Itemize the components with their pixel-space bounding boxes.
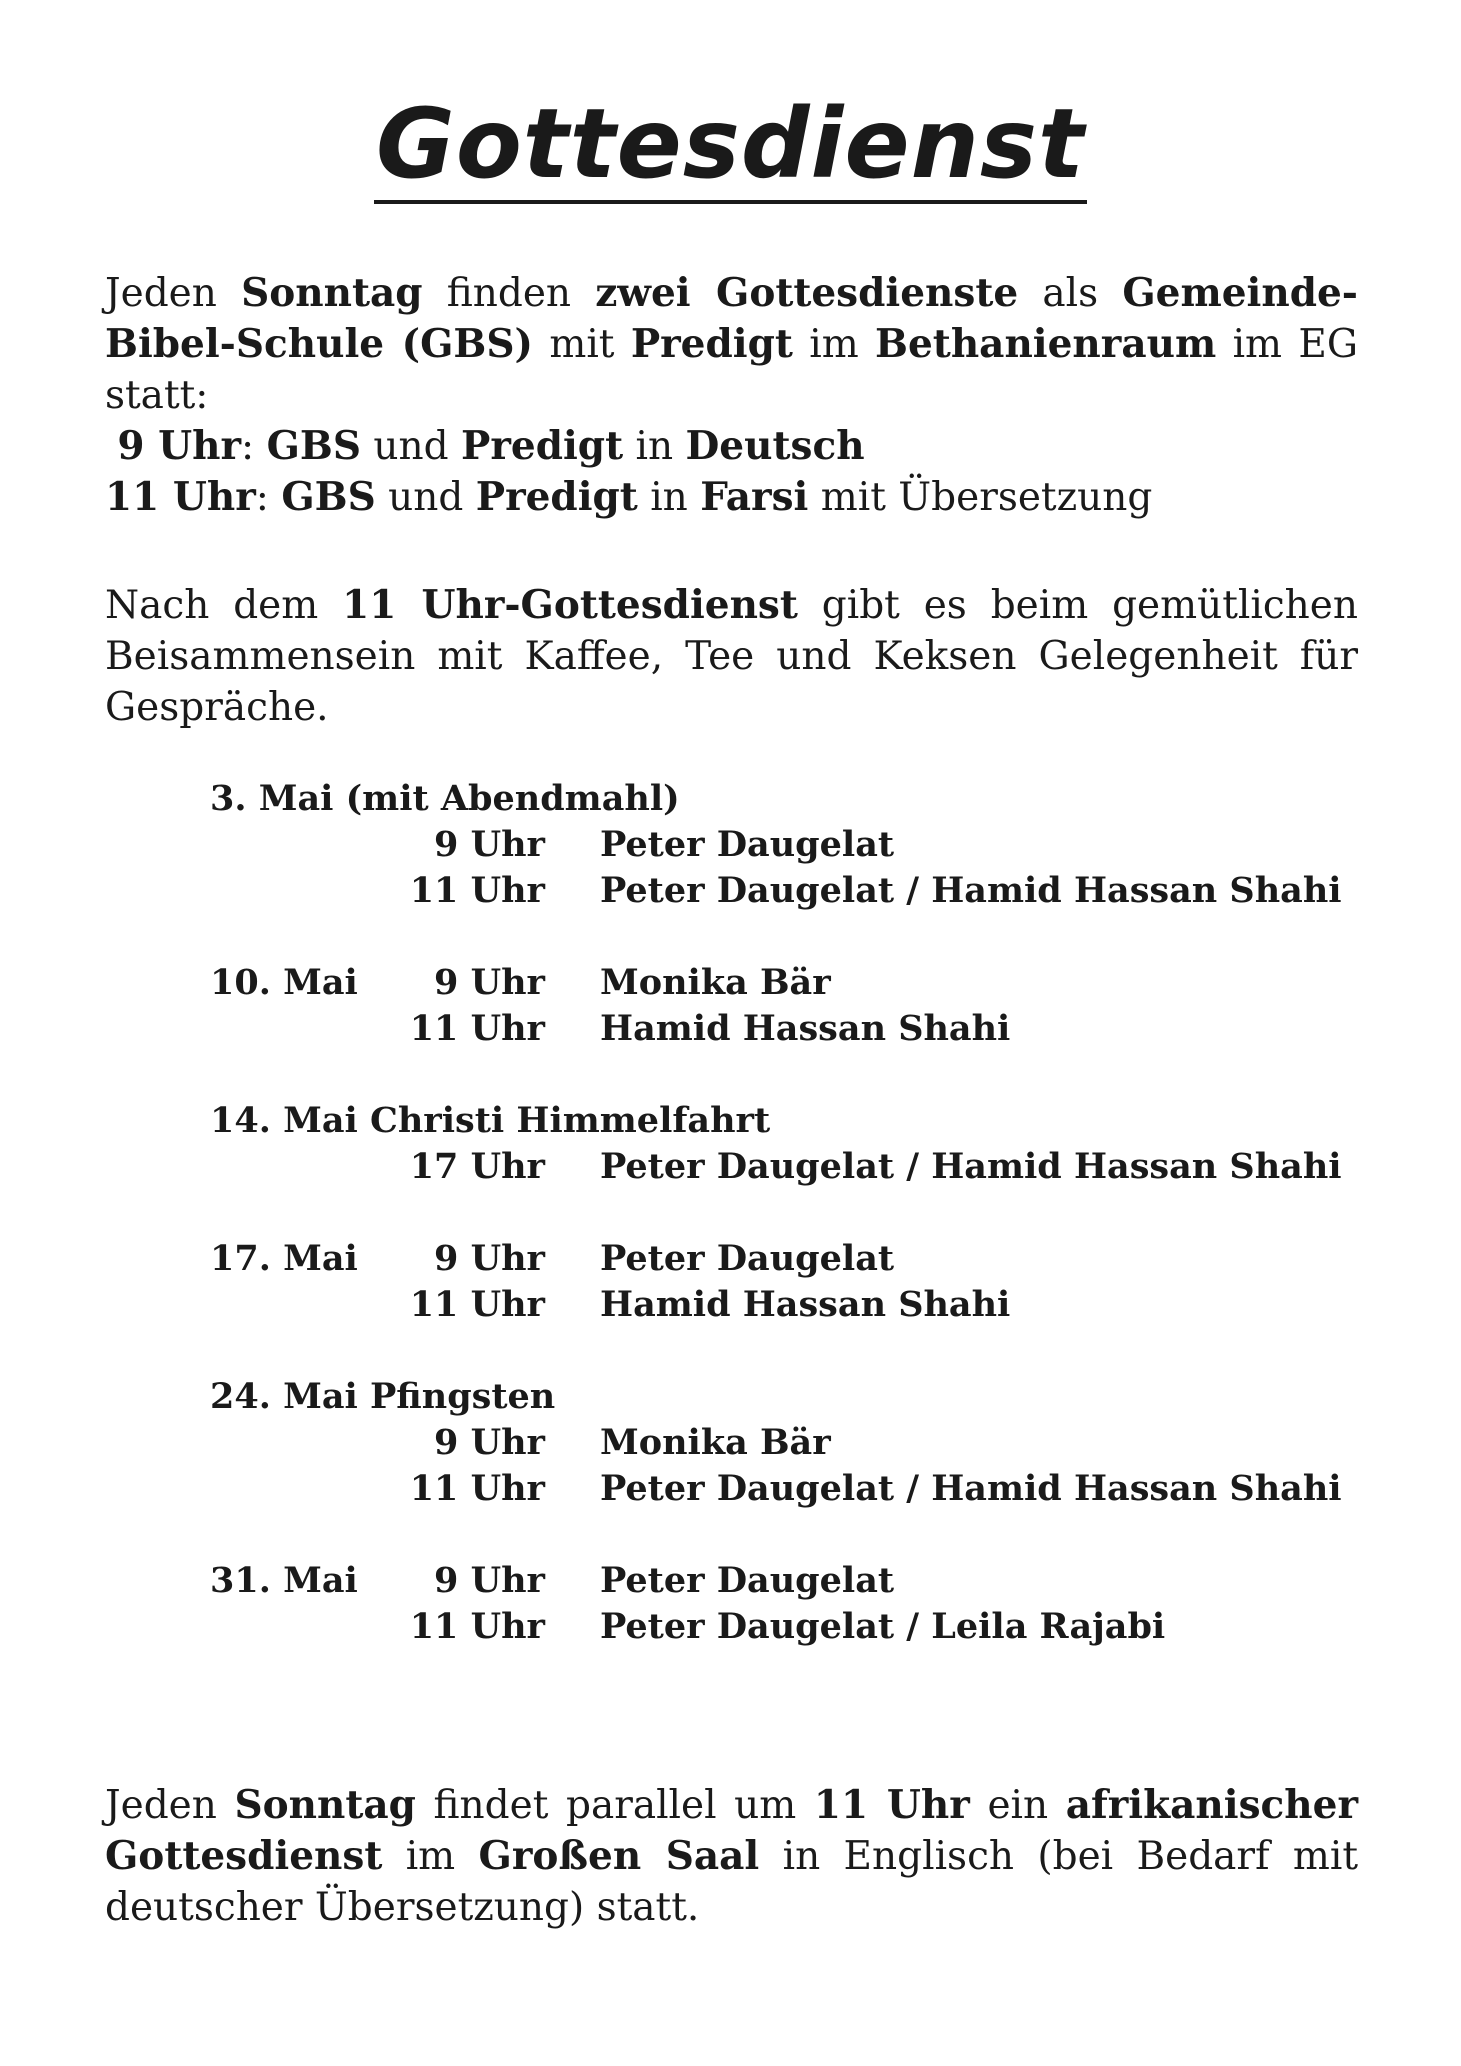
service-line-11	[105, 472, 1358, 523]
intro-paragraph	[105, 268, 1358, 523]
outro-bold: Großen Saal	[478, 1833, 760, 1879]
outro-text: ein	[969, 1783, 1066, 1828]
service-time: 11 Uhr	[105, 474, 256, 520]
service-language: Deutsch	[685, 423, 865, 469]
outro-text: Jeden	[105, 1783, 235, 1828]
schedule-preacher: Peter Daugelat / Hamid Hassan Shahi	[600, 870, 1342, 911]
schedule-gap	[210, 1512, 1410, 1558]
intro-text: mit	[532, 322, 631, 367]
service-line-9	[105, 421, 1358, 472]
schedule-time: 9 Uhr	[434, 1238, 545, 1279]
schedule-date: 10. Mai	[210, 962, 358, 1003]
service-text: und	[361, 424, 462, 469]
service-text: und	[375, 475, 476, 520]
intro-text: im	[792, 322, 876, 367]
intro-bold: Sonntag	[241, 270, 423, 316]
outro-bold: afrikanischer Gottesdienst	[105, 1782, 1358, 1879]
schedule-row	[210, 1098, 1410, 1144]
service-type: GBS	[281, 474, 376, 520]
schedule-preacher: Peter Daugelat / Hamid Hassan Shahi	[600, 1146, 1342, 1187]
service-text: mit Übersetzung	[808, 475, 1153, 520]
schedule-row	[210, 1374, 1410, 1420]
schedule-time: 11 Uhr	[409, 870, 545, 911]
service-time: 9 Uhr	[117, 423, 242, 469]
intro-text: Jeden	[105, 271, 242, 316]
schedule-preacher: Hamid Hassan Shahi	[600, 1008, 1011, 1049]
intro-bold: Gemeinde-Bibel-Schule (GBS)	[105, 270, 1358, 367]
service-sermon: Predigt	[475, 474, 638, 520]
schedule-date: 3. Mai (mit Abendmahl)	[210, 778, 680, 819]
schedule-gap	[210, 1328, 1410, 1374]
schedule-row	[210, 960, 1410, 1006]
schedule-row	[210, 1558, 1410, 1604]
after-service-paragraph	[105, 580, 1358, 733]
schedule-date: 17. Mai	[210, 1238, 358, 1279]
page-title	[0, 88, 1461, 204]
schedule-time: 11 Uhr	[409, 1606, 545, 1647]
service-text: :	[241, 424, 267, 469]
service-language: Farsi	[700, 474, 809, 520]
intro-text: im EG statt:	[105, 322, 1359, 418]
schedule-row	[210, 1282, 1410, 1328]
schedule-row	[210, 868, 1410, 914]
service-sermon: Predigt	[461, 423, 624, 469]
schedule-preacher: Peter Daugelat	[600, 824, 895, 865]
schedule-preacher: Peter Daugelat / Leila Rajabi	[600, 1606, 1166, 1647]
schedule-time: 9 Uhr	[434, 962, 545, 1003]
schedule-time: 9 Uhr	[434, 1422, 545, 1463]
schedule-preacher: Peter Daugelat / Hamid Hassan Shahi	[600, 1468, 1342, 1509]
schedule-row	[210, 1604, 1410, 1650]
schedule-gap	[210, 1190, 1410, 1236]
schedule-time: 9 Uhr	[434, 1560, 545, 1601]
intro-bold: Predigt	[630, 321, 793, 367]
schedule-date: 31. Mai	[210, 1560, 358, 1601]
schedule-date: 24. Mai Pfingsten	[210, 1376, 556, 1417]
schedule-row	[210, 776, 1410, 822]
schedule-time: 17 Uhr	[409, 1146, 545, 1187]
schedule-time: 11 Uhr	[409, 1468, 545, 1509]
intro-bold: zwei Gottesdienste	[595, 270, 1019, 316]
schedule-time: 9 Uhr	[434, 824, 545, 865]
schedule-gap	[210, 914, 1410, 960]
outro-text: findet parallel um	[415, 1783, 814, 1828]
service-text: in	[637, 475, 701, 520]
schedule-row	[210, 1466, 1410, 1512]
outro-text: im	[382, 1834, 479, 1879]
outro-paragraph	[105, 1780, 1358, 1933]
schedule-time: 11 Uhr	[409, 1284, 545, 1325]
schedule-row	[210, 1144, 1410, 1190]
schedule-gap	[210, 1052, 1410, 1098]
intro-text: finden	[422, 271, 596, 316]
service-text: :	[255, 475, 282, 520]
outro-text: in Englisch (bei Bedarf mit deutscher Übersetzung) statt.	[105, 1834, 1358, 1930]
service-text: in	[623, 424, 686, 469]
schedule-row	[210, 1006, 1410, 1052]
schedule-preacher: Hamid Hassan Shahi	[600, 1284, 1011, 1325]
schedule-list	[210, 776, 1410, 1650]
schedule-date: 14. Mai Christi Himmelfahrt	[210, 1100, 771, 1141]
intro-text: als	[1018, 271, 1123, 316]
after-text: gibt es beim gemütlichen Beisammensein mit Kaffee, Tee und Keksen Gelegenheit für Gespräche.	[105, 583, 1358, 730]
schedule-row	[210, 1236, 1410, 1282]
outro-bold: 11 Uhr	[813, 1782, 970, 1828]
schedule-row	[210, 1420, 1410, 1466]
schedule-preacher: Peter Daugelat	[600, 1560, 895, 1601]
schedule-time: 11 Uhr	[409, 1008, 545, 1049]
schedule-preacher: Monika Bär	[600, 1422, 831, 1463]
intro-bold: Bethanienraum	[875, 321, 1217, 367]
schedule-preacher: Monika Bär	[600, 962, 831, 1003]
schedule-preacher: Peter Daugelat	[600, 1238, 895, 1279]
page-title-text: Gottesdienst	[374, 94, 1087, 204]
outro-bold: Sonntag	[234, 1782, 416, 1828]
schedule-row	[210, 822, 1410, 868]
after-text: Nach dem	[105, 583, 343, 628]
service-type: GBS	[266, 423, 362, 469]
after-bold: 11 Uhr-Gottesdienst	[342, 582, 798, 628]
